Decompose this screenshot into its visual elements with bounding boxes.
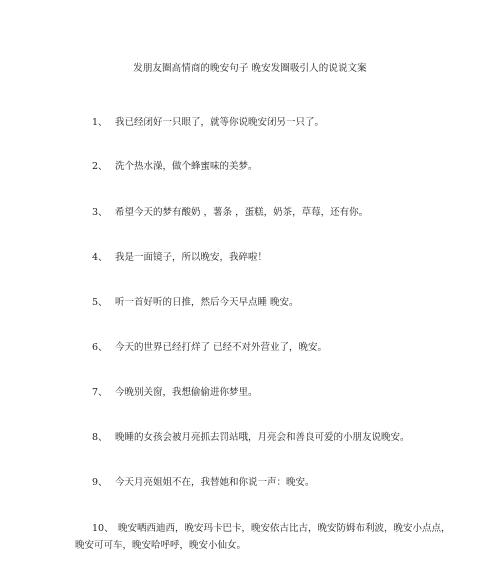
- list-item: [92, 116, 422, 130]
- item-number: 6、: [92, 342, 108, 353]
- item-text: 听一首好听的日推，然后今天早点睡 晚安。: [115, 297, 299, 308]
- item-text: 希望今天的梦有酸奶 ，薯条 ，蛋糕，奶茶，草莓，还有你。: [115, 207, 369, 218]
- list-item: [92, 431, 422, 445]
- item-text: 我已经闭好一只眼了，就等你说晚安闭另一只了。: [115, 117, 325, 128]
- item-number: 5、: [92, 297, 108, 308]
- item-line-1: [75, 520, 451, 537]
- list-item: [92, 251, 422, 265]
- list-item: [92, 341, 422, 355]
- item-number: 2、: [92, 161, 108, 172]
- item-number: 3、: [92, 207, 108, 218]
- item-number: 10、: [92, 523, 114, 534]
- item-line-2: 晚安可可车，晚安哈呼呼，晚安小仙女。: [75, 540, 247, 551]
- document-title: 发朋友圈高情商的晚安句子 晚安发圈吸引人的说说文案: [133, 63, 367, 74]
- item-number: 9、: [92, 477, 108, 488]
- list-item: [92, 296, 422, 310]
- item-text: 今天月亮姐姐不在，我替她和你说一声：晚安。: [115, 477, 315, 488]
- item-text: 晚睡的女孩会被月亮抓去罚站哦，月亮会和善良可爱的小朋友说晚安。: [115, 432, 410, 443]
- item-number: 8、: [92, 432, 108, 443]
- item-number: 1、: [92, 117, 108, 128]
- list-item-multiline: [75, 520, 451, 554]
- item-text: 我是一面镜子，所以晚安，我碎啦！: [115, 252, 268, 263]
- item-text: 洗个热水澡，做个蜂蜜味的美梦。: [115, 161, 258, 172]
- list-item: [92, 160, 422, 174]
- list-item: [92, 386, 422, 400]
- list-item: [92, 206, 422, 220]
- item-number: 7、: [92, 387, 108, 398]
- item-text: 晚安哂西迪西，晚安玛卡巴卡，晚安依古比古，晚安防姆布利波，晚安小点点，: [118, 523, 451, 534]
- item-text: 今晚别关窗，我想偷偷进你梦里。: [115, 387, 258, 398]
- list-item: [92, 476, 422, 490]
- item-number: 4、: [92, 252, 108, 263]
- item-text: 今天的世界已经打烊了 已经不对外营业了，晚安。: [115, 342, 328, 353]
